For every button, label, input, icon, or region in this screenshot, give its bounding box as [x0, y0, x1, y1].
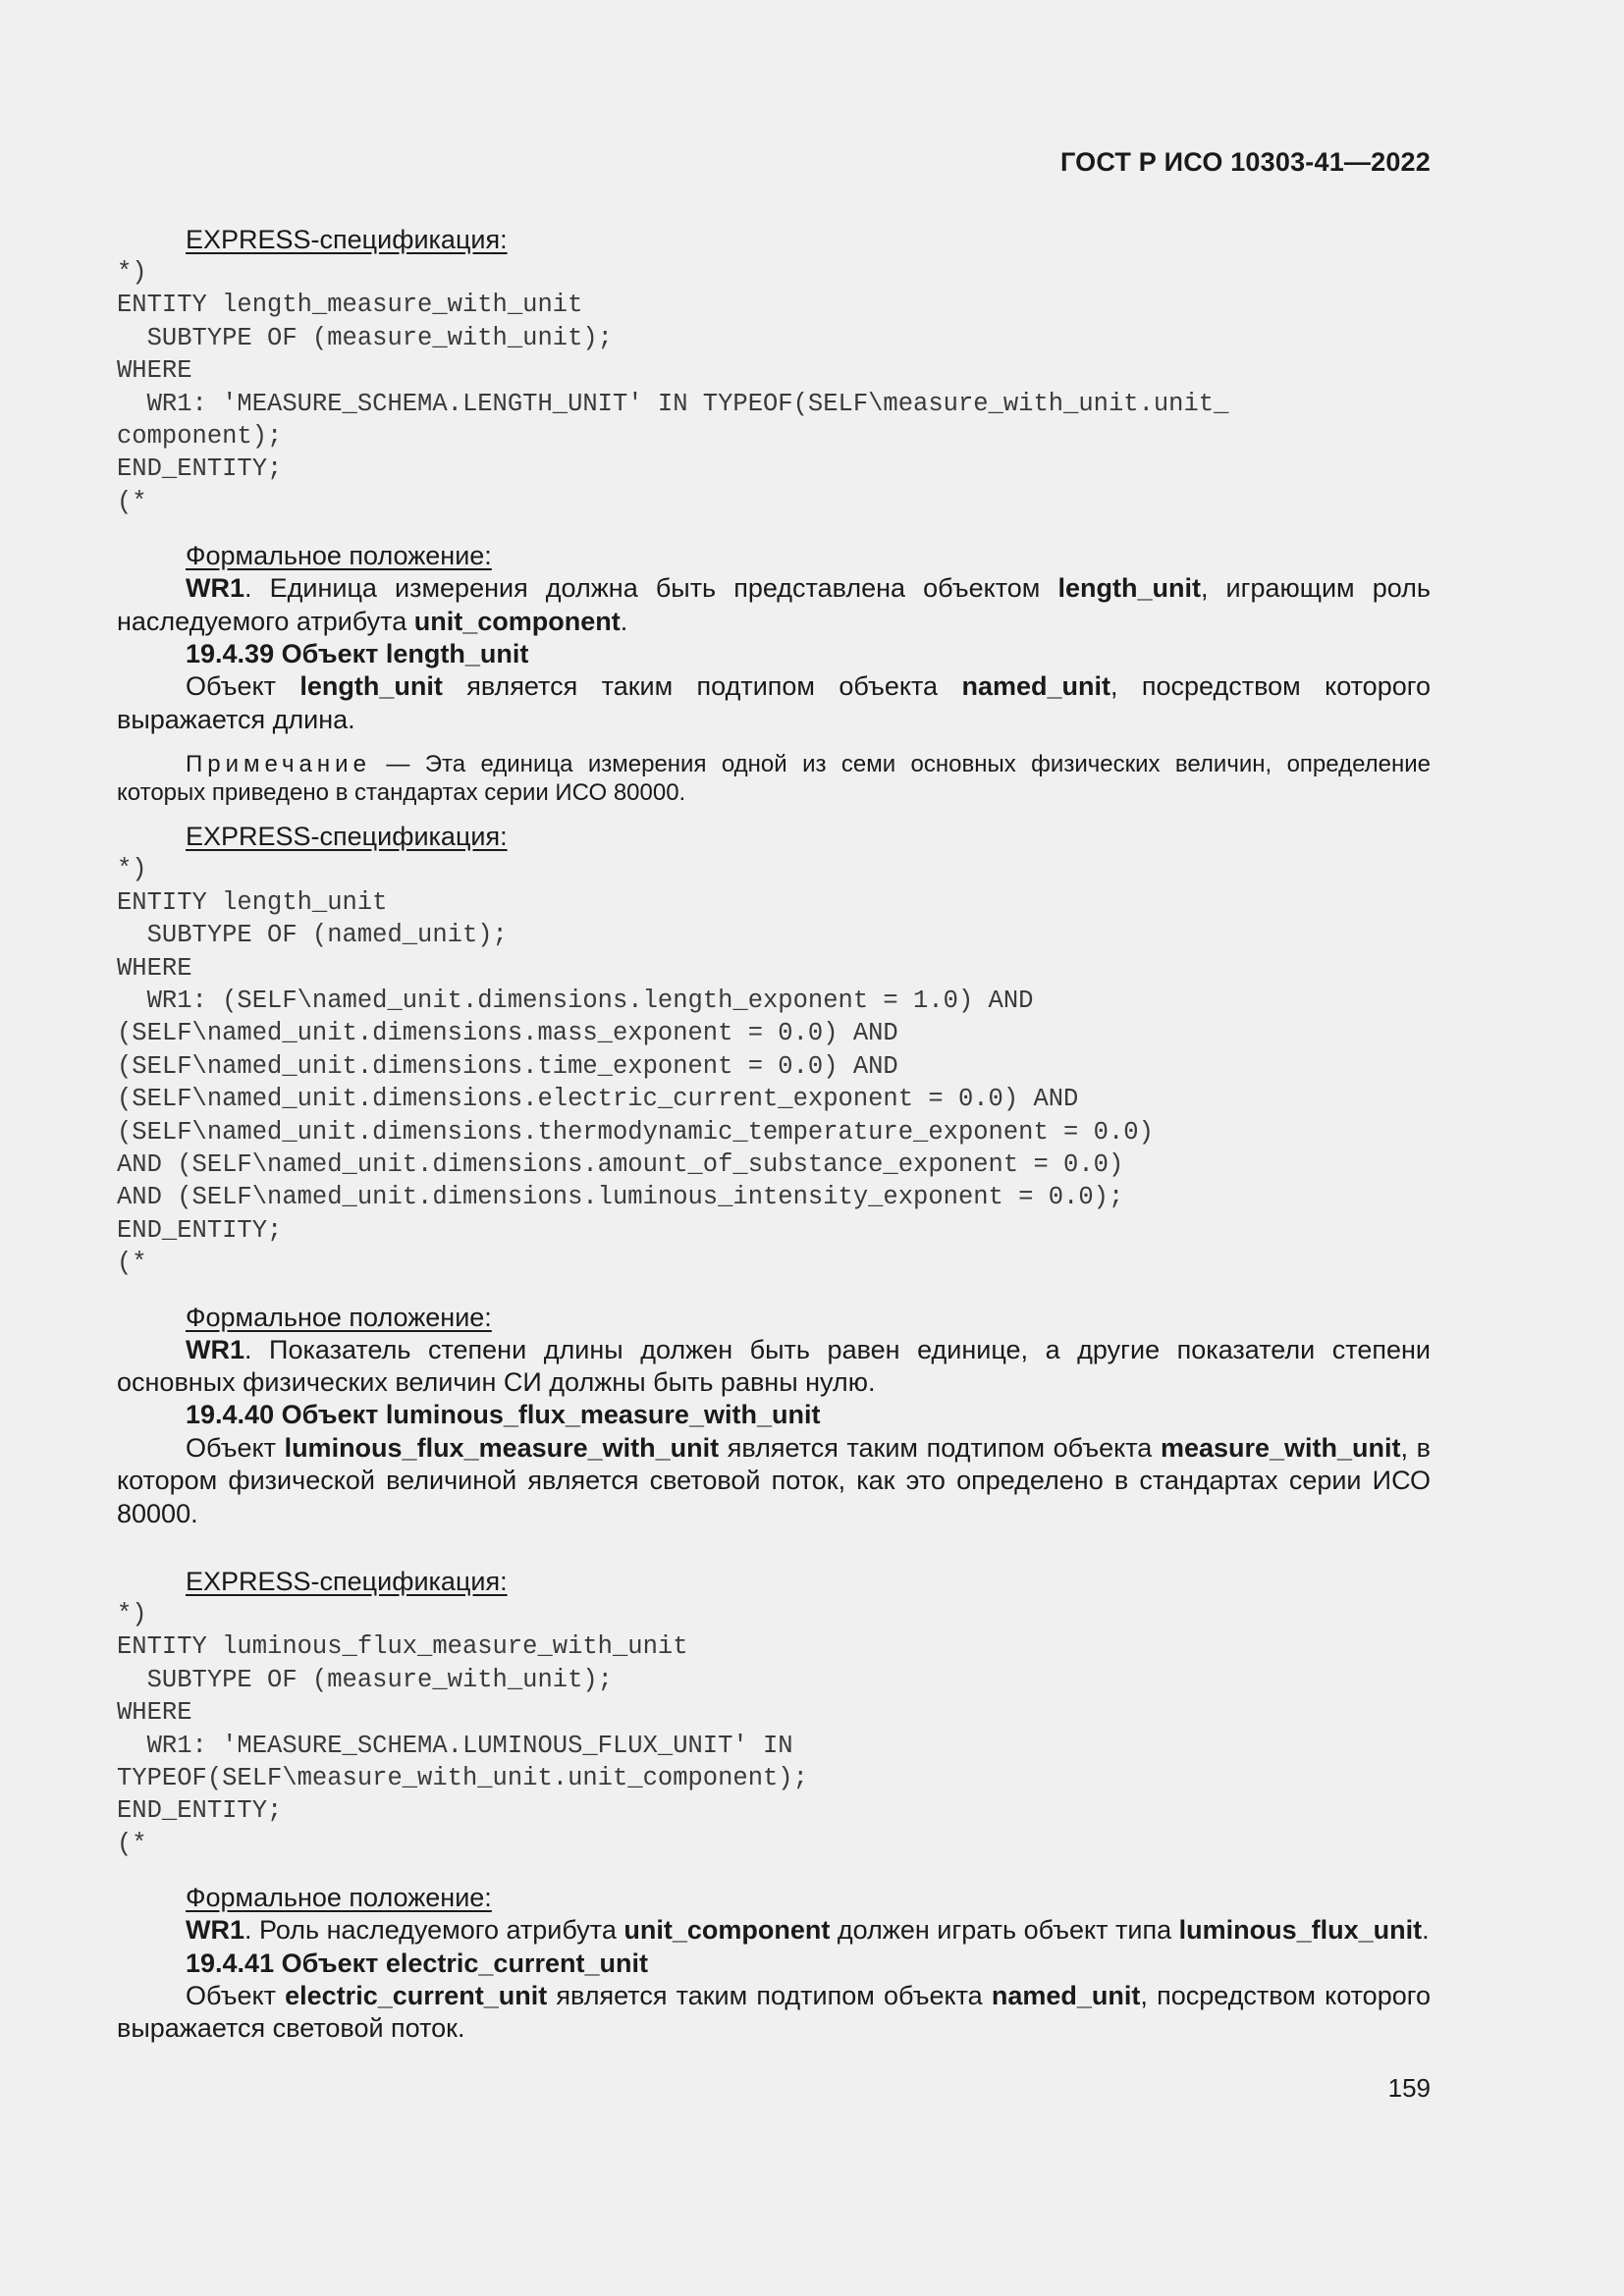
text-run: , в котором физической величиной является световой поток, как это определено в стандартах серии ИСО 80000. [117, 1432, 1431, 1528]
document-id-header: ГОСТ Р ИСО 10303-41—2022 [1060, 147, 1431, 177]
page-body [117, 224, 1431, 2046]
express-code-length-measure-with-unit: *) ENTITY length_measure_with_unit SUBTYPE OF (measure_with_unit); WHERE WR1: 'MEASURE_SCHEMA.LENGTH_UNIT' IN TYPEOF(SELF\measure_with_unit.unit_ component); END_ENTITY; (* [117, 258, 1229, 516]
text-run: . Роль наследуемого атрибута [244, 1915, 624, 1946]
text-run: должен играть объект типа [830, 1915, 1179, 1946]
express-code-luminous-flux-measure-with-unit: *) ENTITY luminous_flux_measure_with_unit SUBTYPE OF (measure_with_unit); WHERE WR1: 'MEASURE_SCHEMA.LUMINOUS_FLUX_UNIT' IN TYPEOF(SELF\measure_with_unit.unit_component); END_ENTITY; (* [117, 1600, 808, 1858]
formal-statement-label: Формальное положение: [186, 1883, 492, 1913]
express-spec-label: EXPRESS-спецификация: [186, 1567, 508, 1596]
note-text: — Эта единица измерения одной из семи основных физических величин, определение которых приведено в стандартах серии ИСО 80000. [117, 751, 1431, 807]
text-run: Объект [186, 1981, 286, 2011]
wr1-key: WR1 [186, 1915, 244, 1946]
entity-ref: length_unit [299, 671, 443, 702]
page-number: 159 [1387, 2073, 1431, 2103]
text-run: является таким подтипом объекта [547, 1981, 992, 2011]
text-run: , играющим роль наследуемого атрибута [117, 573, 1431, 636]
section-heading-19-4-41: 19.4.41 Объект electric_current_unit [186, 1948, 648, 1978]
text-run: является таким подтипом объекта [719, 1432, 1161, 1463]
wr1-key: WR1 [186, 573, 244, 604]
entity-ref: named_unit [961, 671, 1110, 702]
section-description [117, 1980, 1431, 2046]
wr1-paragraph [117, 572, 1431, 638]
text-run: Объект [186, 1432, 285, 1463]
note-label: Примечание [186, 751, 371, 778]
formal-statement-label: Формальное положение: [186, 541, 492, 571]
entity-ref: luminous_flux_unit [1178, 1915, 1423, 1946]
text-run: . Единица измерения должна быть представлена объектом [244, 573, 1058, 604]
formal-statement-label: Формальное положение: [186, 1302, 492, 1332]
attribute-ref: unit_component [623, 1915, 831, 1946]
section-description [117, 670, 1431, 736]
text-run: . Показатель степени длины должен быть равен единице, а другие показатели степени основных физических величин СИ должны быть равны нулю. [117, 1334, 1431, 1397]
section-heading-19-4-40: 19.4.40 Объект luminous_flux_measure_with_unit [186, 1400, 821, 1430]
section-description [117, 1432, 1431, 1530]
section-heading-19-4-39: 19.4.39 Объект length_unit [186, 639, 529, 669]
entity-ref: named_unit [991, 1981, 1141, 2011]
text-run: является таким подтипом объекта [442, 671, 962, 702]
express-spec-label: EXPRESS-спецификация: [186, 822, 508, 852]
text-run: Объект [186, 671, 300, 702]
text-run: . [620, 606, 628, 636]
entity-ref: luminous_flux_measure_with_unit [284, 1432, 720, 1463]
text-run: . [1422, 1915, 1430, 1946]
entity-ref: measure_with_unit [1160, 1432, 1401, 1463]
note-paragraph [117, 750, 1431, 807]
wr1-key: WR1 [186, 1334, 244, 1364]
entity-ref: length_unit [1057, 573, 1201, 604]
express-code-length-unit: *) ENTITY length_unit SUBTYPE OF (named_unit); WHERE WR1: (SELF\named_unit.dimensions.length_exponent = 1.0) AND (SELF\named_unit.dimensions.mass_exponent = 0.0) AND (SELF\named_unit.dimensions.time_exponent = 0.0) AND (SELF\named_unit.dimensions.electric_current_exponent = 0.0) AND (SELF\named_unit.dimensions.thermodynamic_temperature_exponent = 0.0) AND (SELF\named_unit.dimensions.amount_of_substance_exponent = 0.0) AND (SELF\named_unit.dimensions.luminous_intensity_exponent = 0.0); END_ENTITY; (* [117, 855, 1154, 1278]
attribute-ref: unit_component [413, 606, 621, 636]
express-spec-label: EXPRESS-спецификация: [186, 225, 508, 254]
text-run: , посредством которого выражается световой поток. [117, 1981, 1431, 2044]
text-run: , посредством которого выражается длина. [117, 671, 1431, 734]
entity-ref: electric_current_unit [285, 1981, 548, 2011]
wr1-paragraph [117, 1334, 1431, 1400]
wr1-paragraph [117, 1914, 1431, 1947]
